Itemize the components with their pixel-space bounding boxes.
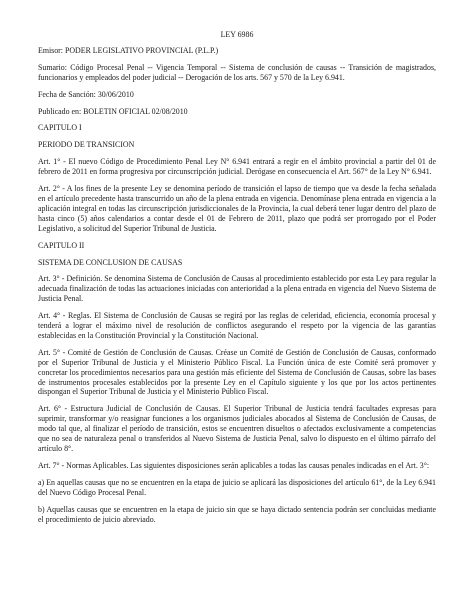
article-7: Art. 7° - Normas Aplicables. Las siguientes disposiciones serán aplicables a todas las causas penales indicadas en el Art. 3°: — [38, 460, 430, 470]
chapter-1-title: PERIODO DE TRANSICION — [38, 140, 135, 150]
article-7-item-a: a) En aquellas causas que no se encuentren en la etapa de juicio se aplicará las disposiciones del artículo 61°, de la Ley 6.941 del Nuevo Código Procesal Penal. — [38, 477, 436, 497]
article-6: Art. 6° - Estructura Judicial de Conclusión de Causas. El Superior Tribunal de Justicia tendrá facultades expresas para suprimir, transformar y/o reasignar funciones a los organismos judiciales abocados al Sistema de Conclusión de Causas, de modo tal que, al finalizar el período de transición, estos se encuentren disueltos o afectados exclusivamente a competencias que no sea de naturaleza penal o transferidos al Nuevo Sistema de Justicia Penal, salvo lo dispuesto en el último párrafo del artículo 8°. — [38, 404, 436, 453]
article-3: Art. 3° - Definición. Se denomina Sistema de Conclusión de Causas al procedimiento establecido por esta Ley para regular la adecuada finalización de todas las actuaciones iniciadas con anterioridad a la plena entrada en vigencia del Nuevo Sistema de Justicia Penal. — [38, 274, 436, 304]
chapter-1-heading: CAPITULO I — [38, 123, 82, 133]
law-title: LEY 6986 — [220, 30, 254, 39]
emisor-line: Emisor: PODER LEGISLATIVO PROVINCIAL (P.L.P.) — [38, 45, 219, 55]
article-2: Art. 2° - A los fines de la presente Ley se denomina período de transición el lapso de tiempo que va desde la fecha señalada en el artículo precedente hasta transcurrido un año de la plena entrada en vigencia. Denomínase plena entrada en vigencia a la aplicación integral en todas las circunscripción jurisdiccionales de la Provincia, la cual deberá tener lugar dentro del plazo de hasta cinco (5) años calendarios a contar desde el 01 de Febrero de 2011, plazo que podrá ser prorrogado por el Poder Legislativo, a solicitud del Superior Tribunal de Justicia. — [38, 184, 436, 233]
article-4: Art. 4° - Reglas. El Sistema de Conclusión de Causas se regirá por las reglas de celeridad, eficiencia, economía procesal y tenderá a lograr el máximo nivel de resolución de conflictos asegurando el respeto por la vigencia de las garantías establecidas en la Constitución Provincial y la Constitución Nacional. — [38, 311, 436, 340]
chapter-2-heading: CAPITULO II — [38, 240, 85, 250]
chapter-2-title: SISTEMA DE CONCLUSION DE CAUSAS — [38, 257, 183, 267]
publicado-line: Publicado en: BOLETIN OFICIAL 02/08/2010 — [38, 106, 188, 116]
sumario-paragraph: Sumario: Código Procesal Penal -- Vigencia Temporal -- Sistema de conclusión de causas -- Transición de magistrados, funcionarios y empleados del poder judicial -- Derogación de los arts. 567 y 570 de la Ley 6.941. — [38, 62, 436, 82]
article-5: Art. 5° - Comité de Gestión de Conclusión de Causas. Créase un Comité de Gestión de Conclusión de Causas, conformado por el Superior Tribunal de Justicia y el Ministerio Público Fiscal. La Función única de este Comité será promover y concretar los procedimientos necesarios para una gestión más eficiente del Sistema de Conclusión de Causas, sobre las bases de instrumentos procesales establecidos por la presente Ley en el Capítulo siguiente y los que por los actos pertinentes dispongan el Superior Tribunal de Justicia y el Ministerio Público Fiscal. — [38, 347, 436, 397]
article-1: Art. 1° - El nuevo Código de Procedimiento Penal Ley N° 6.941 entrará a regir en el ámbito provincial a partir del 01 de febrero de 2011 en forma progresiva por circunscripción judicial. Derógase en consecuencia el Art. 567° de la Ley N° 6.941. — [38, 157, 436, 177]
fecha-sancion-line: Fecha de Sanción: 30/06/2010 — [38, 89, 134, 99]
article-7-item-b: b) Aquellas causas que se encuentren en la etapa de juicio sin que se haya dictado sentencia podrán ser concluidas mediante el procedimiento de juicio abreviado. — [38, 504, 436, 524]
